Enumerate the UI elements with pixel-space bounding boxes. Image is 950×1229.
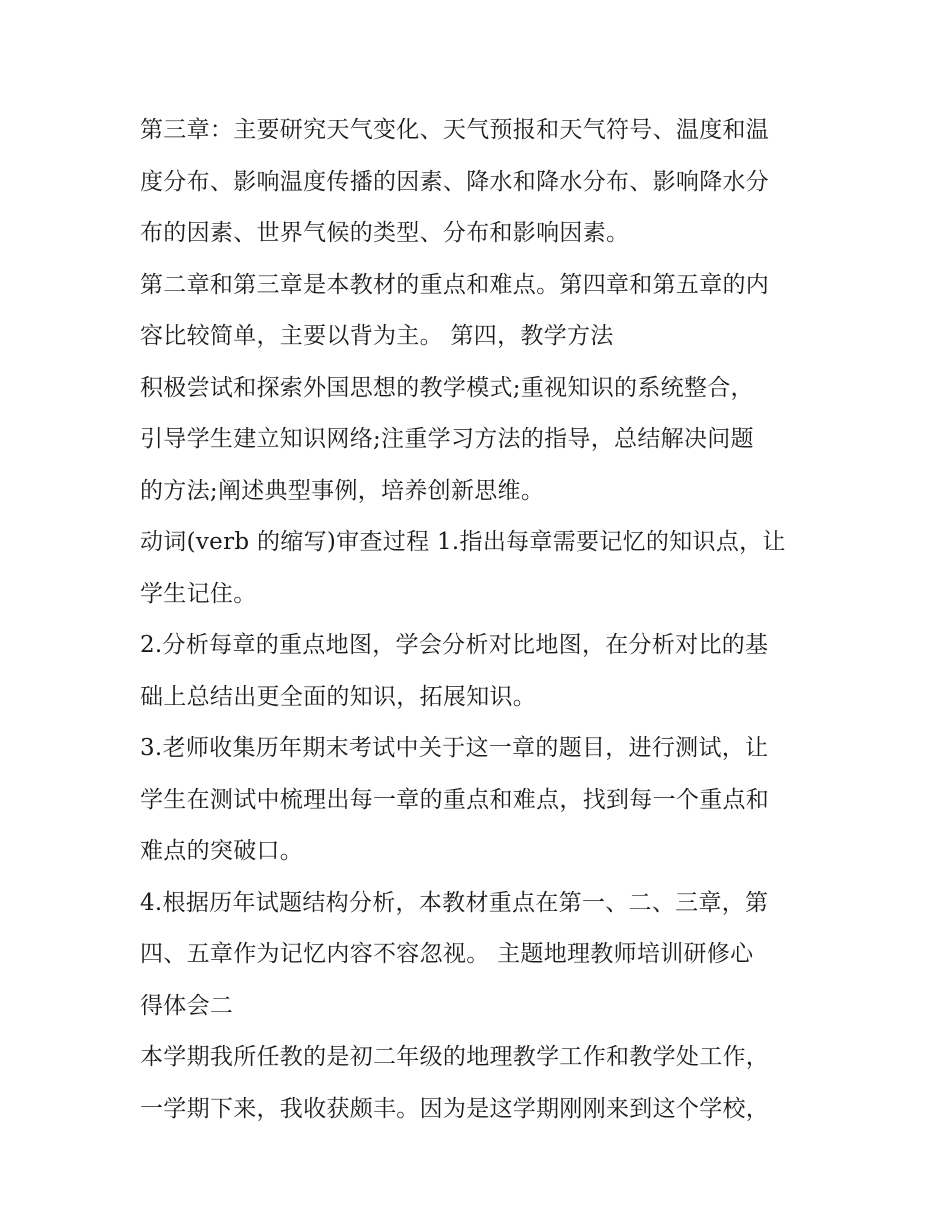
text-line: 容比较简单，主要以背为主。 第四，教学方法 [140, 323, 614, 349]
text-line: 3.老师收集历年期末考试中关于这一章的题目，进行测试，让 [140, 735, 769, 761]
text-line: 的方法;阐述典型事例，培养创新思维。 [140, 477, 545, 504]
text-line: 四、五章作为记忆内容不容忽视。 主题地理教师培训研修心 [140, 941, 754, 967]
text-line: 学生在测试中梳理出每一章的重点和难点，找到每一个重点和 [140, 786, 770, 813]
text-line: 引导学生建立知识网络;注重学习方法的指导，总结解决问题 [140, 426, 754, 452]
text-line: 难点的突破口。 [140, 838, 304, 864]
text-line: 得体会二 [140, 992, 234, 1019]
text-line: 动词(verb 的缩写)审查过程 1.指出每章需要记忆的知识点，让 [140, 529, 786, 555]
text-line: 础上总结出更全面的知识，拓展知识。 [140, 683, 537, 710]
text-line: 2.分析每章的重点地图，学会分析对比地图，在分析对比的基 [140, 632, 769, 658]
text-line: 第三章：主要研究天气变化、天气预报和天气符号、温度和温 [140, 117, 770, 143]
text-line: 第二章和第三章是本教材的重点和难点。第四章和第五章的内 [140, 271, 770, 298]
text-line: 学生记住。 [140, 580, 257, 607]
text-line: 积极尝试和探索外国思想的教学模式;重视知识的系统整合， [140, 374, 754, 401]
text-line: 本学期我所任教的是初二年级的地理教学工作和教学处工作， [140, 1044, 770, 1070]
text-line: 布的因素、世界气候的类型、分布和影响因素。 [140, 220, 630, 246]
text-line: 度分布、影响温度传播的因素、降水和降水分布、影响降水分 [140, 168, 770, 195]
text-line: 4.根据历年试题结构分析，本教材重点在第一、二、三章，第 [140, 889, 769, 916]
document-body [140, 105, 820, 1135]
text-line: 一学期下来，我收获颇丰。因为是这学期刚刚来到这个学校， [140, 1095, 770, 1122]
